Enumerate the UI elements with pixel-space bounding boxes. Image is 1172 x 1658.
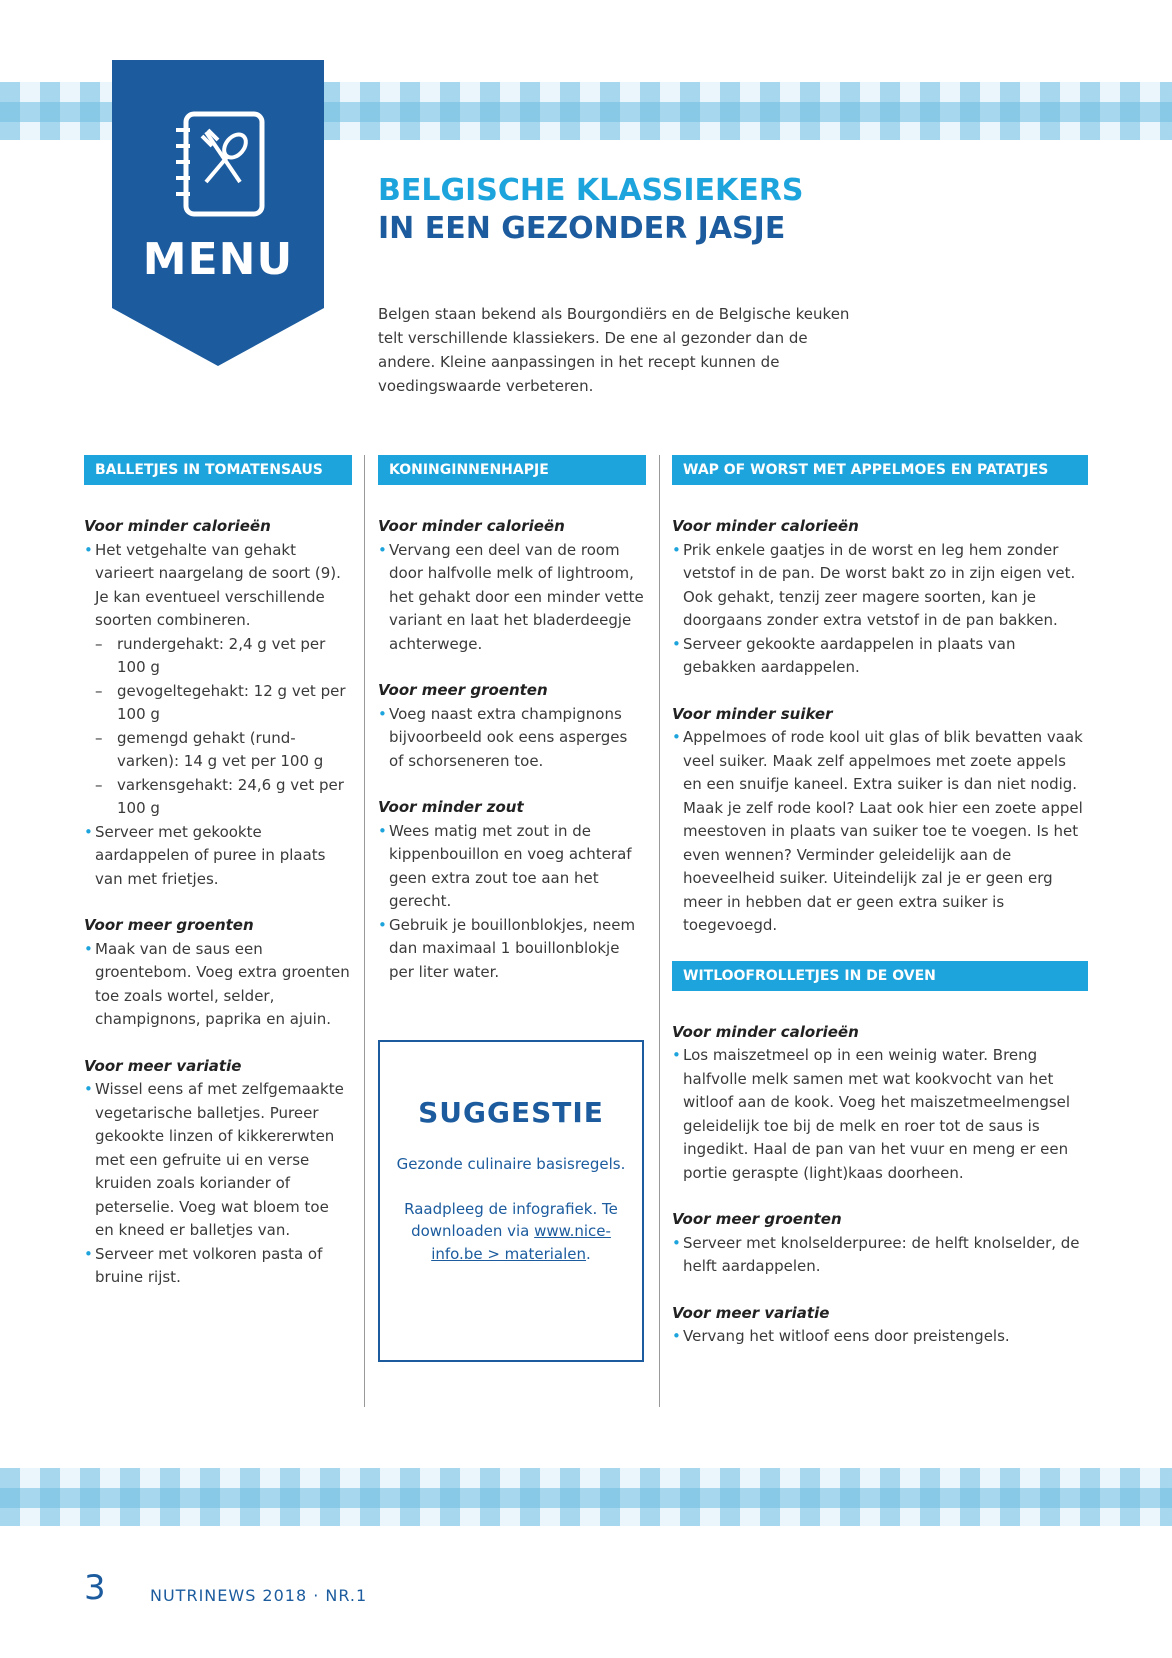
sub-list-item: – gemengd gehakt (rund-varken): 14 g vet per 100 g <box>95 727 352 774</box>
list-item: • Serveer gekookte aardappelen in plaats van gebakken aardappelen. <box>672 633 1088 680</box>
suggestion-link[interactable]: www.nice-info.be > materialen <box>431 1222 611 1263</box>
column-koninginnenhapje <box>378 455 646 1007</box>
section-header: KONINGINNENHAPJE <box>378 455 646 485</box>
publication-name: NUTRINEWS 2018 · NR.1 <box>150 1586 368 1605</box>
subheading: Voor minder calorieën <box>672 1022 859 1041</box>
list-item: • Serveer met gekookte aardappelen of puree in plaats van met frietjes. <box>84 821 352 892</box>
page-title <box>378 172 803 248</box>
column-divider-2 <box>659 455 660 1407</box>
page-number: 3 <box>84 1568 106 1608</box>
section-header: WITLOOFROLLETJES IN DE OVEN <box>672 961 1088 991</box>
gingham-border-bottom <box>0 1468 1172 1526</box>
list-item: • Vervang een deel van de room door halfvolle melk of lightroom, het gehakt door een minder vette variant en laat het bladerdeegje achterwege. <box>378 539 646 657</box>
sub-list-item: – varkensgehakt: 24,6 g vet per 100 g <box>95 774 352 821</box>
list-item: • Prik enkele gaatjes in de worst en leg hem zonder vetstof in de pan. De worst bakt zo in zijn eigen vet. Ook gehakt, tenzij zeer magere soorten, kan je doorgaans zonder extra vetstof in de pan bakken. <box>672 539 1088 633</box>
section-header: WAP OF WORST MET APPELMOES EN PATATJES <box>672 455 1088 485</box>
menu-ribbon <box>112 60 324 366</box>
suggestion-title: SUGGESTIE <box>418 1096 604 1129</box>
list-item: • Wees matig met zout in de kippenbouillon en voeg achteraf geen extra zout toe aan het gerecht. <box>378 820 646 914</box>
list-item: • Serveer met knolselderpuree: de helft knolselder, de helft aardappelen. <box>672 1232 1088 1279</box>
title-line-2: IN EEN GEZONDER JASJE <box>378 211 786 246</box>
recipe-book-icon <box>168 110 268 220</box>
list-item: • Los maiszetmeel op in een weinig water. Breng halfvolle melk samen met wat kookvocht van het witloof aan de kook. Voeg het maiszetmeelmengsel geleidelijk toe bij de melk en roer tot de saus is ingedikt. Haal de pan van het vuur en meng er een portie geraspte (light)kaas doorheen. <box>672 1044 1088 1185</box>
list-item: • Vervang het witloof eens door preistengels. <box>672 1325 1088 1349</box>
subheading: Voor minder calorieën <box>84 517 271 535</box>
subheading: Voor minder calorieën <box>378 517 565 535</box>
list-item: • Maak van de saus een groentebom. Voeg extra groenten toe zoals wortel, selder, champignons, paprika en ajuin. <box>84 938 352 1032</box>
column-wap-of-worst <box>672 455 1088 1372</box>
column-divider-1 <box>364 455 365 1407</box>
suggestion-text: Gezonde culinaire basisregels. <box>396 1155 626 1173</box>
subheading: Voor meer groenten <box>84 916 254 934</box>
suggestion-end: . <box>586 1244 591 1263</box>
menu-label: MENU <box>142 234 294 285</box>
list-item: • Serveer met volkoren pasta of bruine rijst. <box>84 1243 352 1290</box>
suggestion-download <box>380 1198 642 1266</box>
list-item: • Voeg naast extra champignons bijvoorbeeld ook eens asperges of schorseneren toe. <box>378 703 646 774</box>
subheading: Voor minder suiker <box>672 704 833 723</box>
intro-paragraph: Belgen staan bekend als Bourgondiërs en de Belgische keuken telt verschillende klassiekers. De ene al gezonder dan de andere. Kleine aanpassingen in het recept kunnen de voedingswaarde verbeteren. <box>378 305 850 395</box>
subheading: Voor meer variatie <box>672 1303 830 1322</box>
section-header: BALLETJES IN TOMATENSAUS <box>84 455 352 485</box>
subheading: Voor meer variatie <box>84 1056 242 1075</box>
sub-list-item: – gevogeltegehakt: 12 g vet per 100 g <box>95 680 352 727</box>
subheading: Voor minder calorieën <box>672 517 859 535</box>
suggestion-box <box>378 1040 644 1362</box>
suggestion-download-text: Raadpleeg de infografiek. Te downloaden via <box>404 1199 618 1240</box>
subheading: Voor meer groenten <box>672 1210 842 1228</box>
subheading: Voor meer groenten <box>378 681 548 699</box>
column-balletjes <box>84 455 352 1313</box>
title-line-1: BELGISCHE KLASSIEKERS <box>378 173 804 208</box>
list-item <box>84 539 352 821</box>
subheading: Voor minder zout <box>378 798 524 816</box>
list-item: • Gebruik je bouillonblokjes, neem dan maximaal 1 bouillonblokje per liter water. <box>378 914 646 985</box>
list-item: • Wissel eens af met zelfgemaakte vegetarische balletjes. Pureer gekookte linzen of kikkererwten met een gefruite ui en verse kruiden zoals koriander of peterselie. Voeg wat bloem toe en kneed er balletjes van. <box>84 1078 352 1243</box>
list-item: • Appelmoes of rode kool uit glas of blik bevatten vaak veel suiker. Maak zelf appelmoes met zoete appels en een snuifje kaneel. Extra suiker is dan niet nodig. Maak je zelf rode kool? Laat ook hier een zoete appel meestoven in plaats van suiker toe te voegen. Is het even wennen? Verminder geleidelijk aan de hoeveelheid suiker. Uiteindelijk zal je er geen erg meer in hebben dat er geen extra suiker is toegevoegd. <box>672 726 1088 938</box>
list-item-text: Het vetgehalte van gehakt varieert naargelang de soort (9). Je kan eventueel verschillende soorten combineren. <box>95 540 341 629</box>
sub-list-item: – rundergehakt: 2,4 g vet per 100 g <box>95 633 352 680</box>
